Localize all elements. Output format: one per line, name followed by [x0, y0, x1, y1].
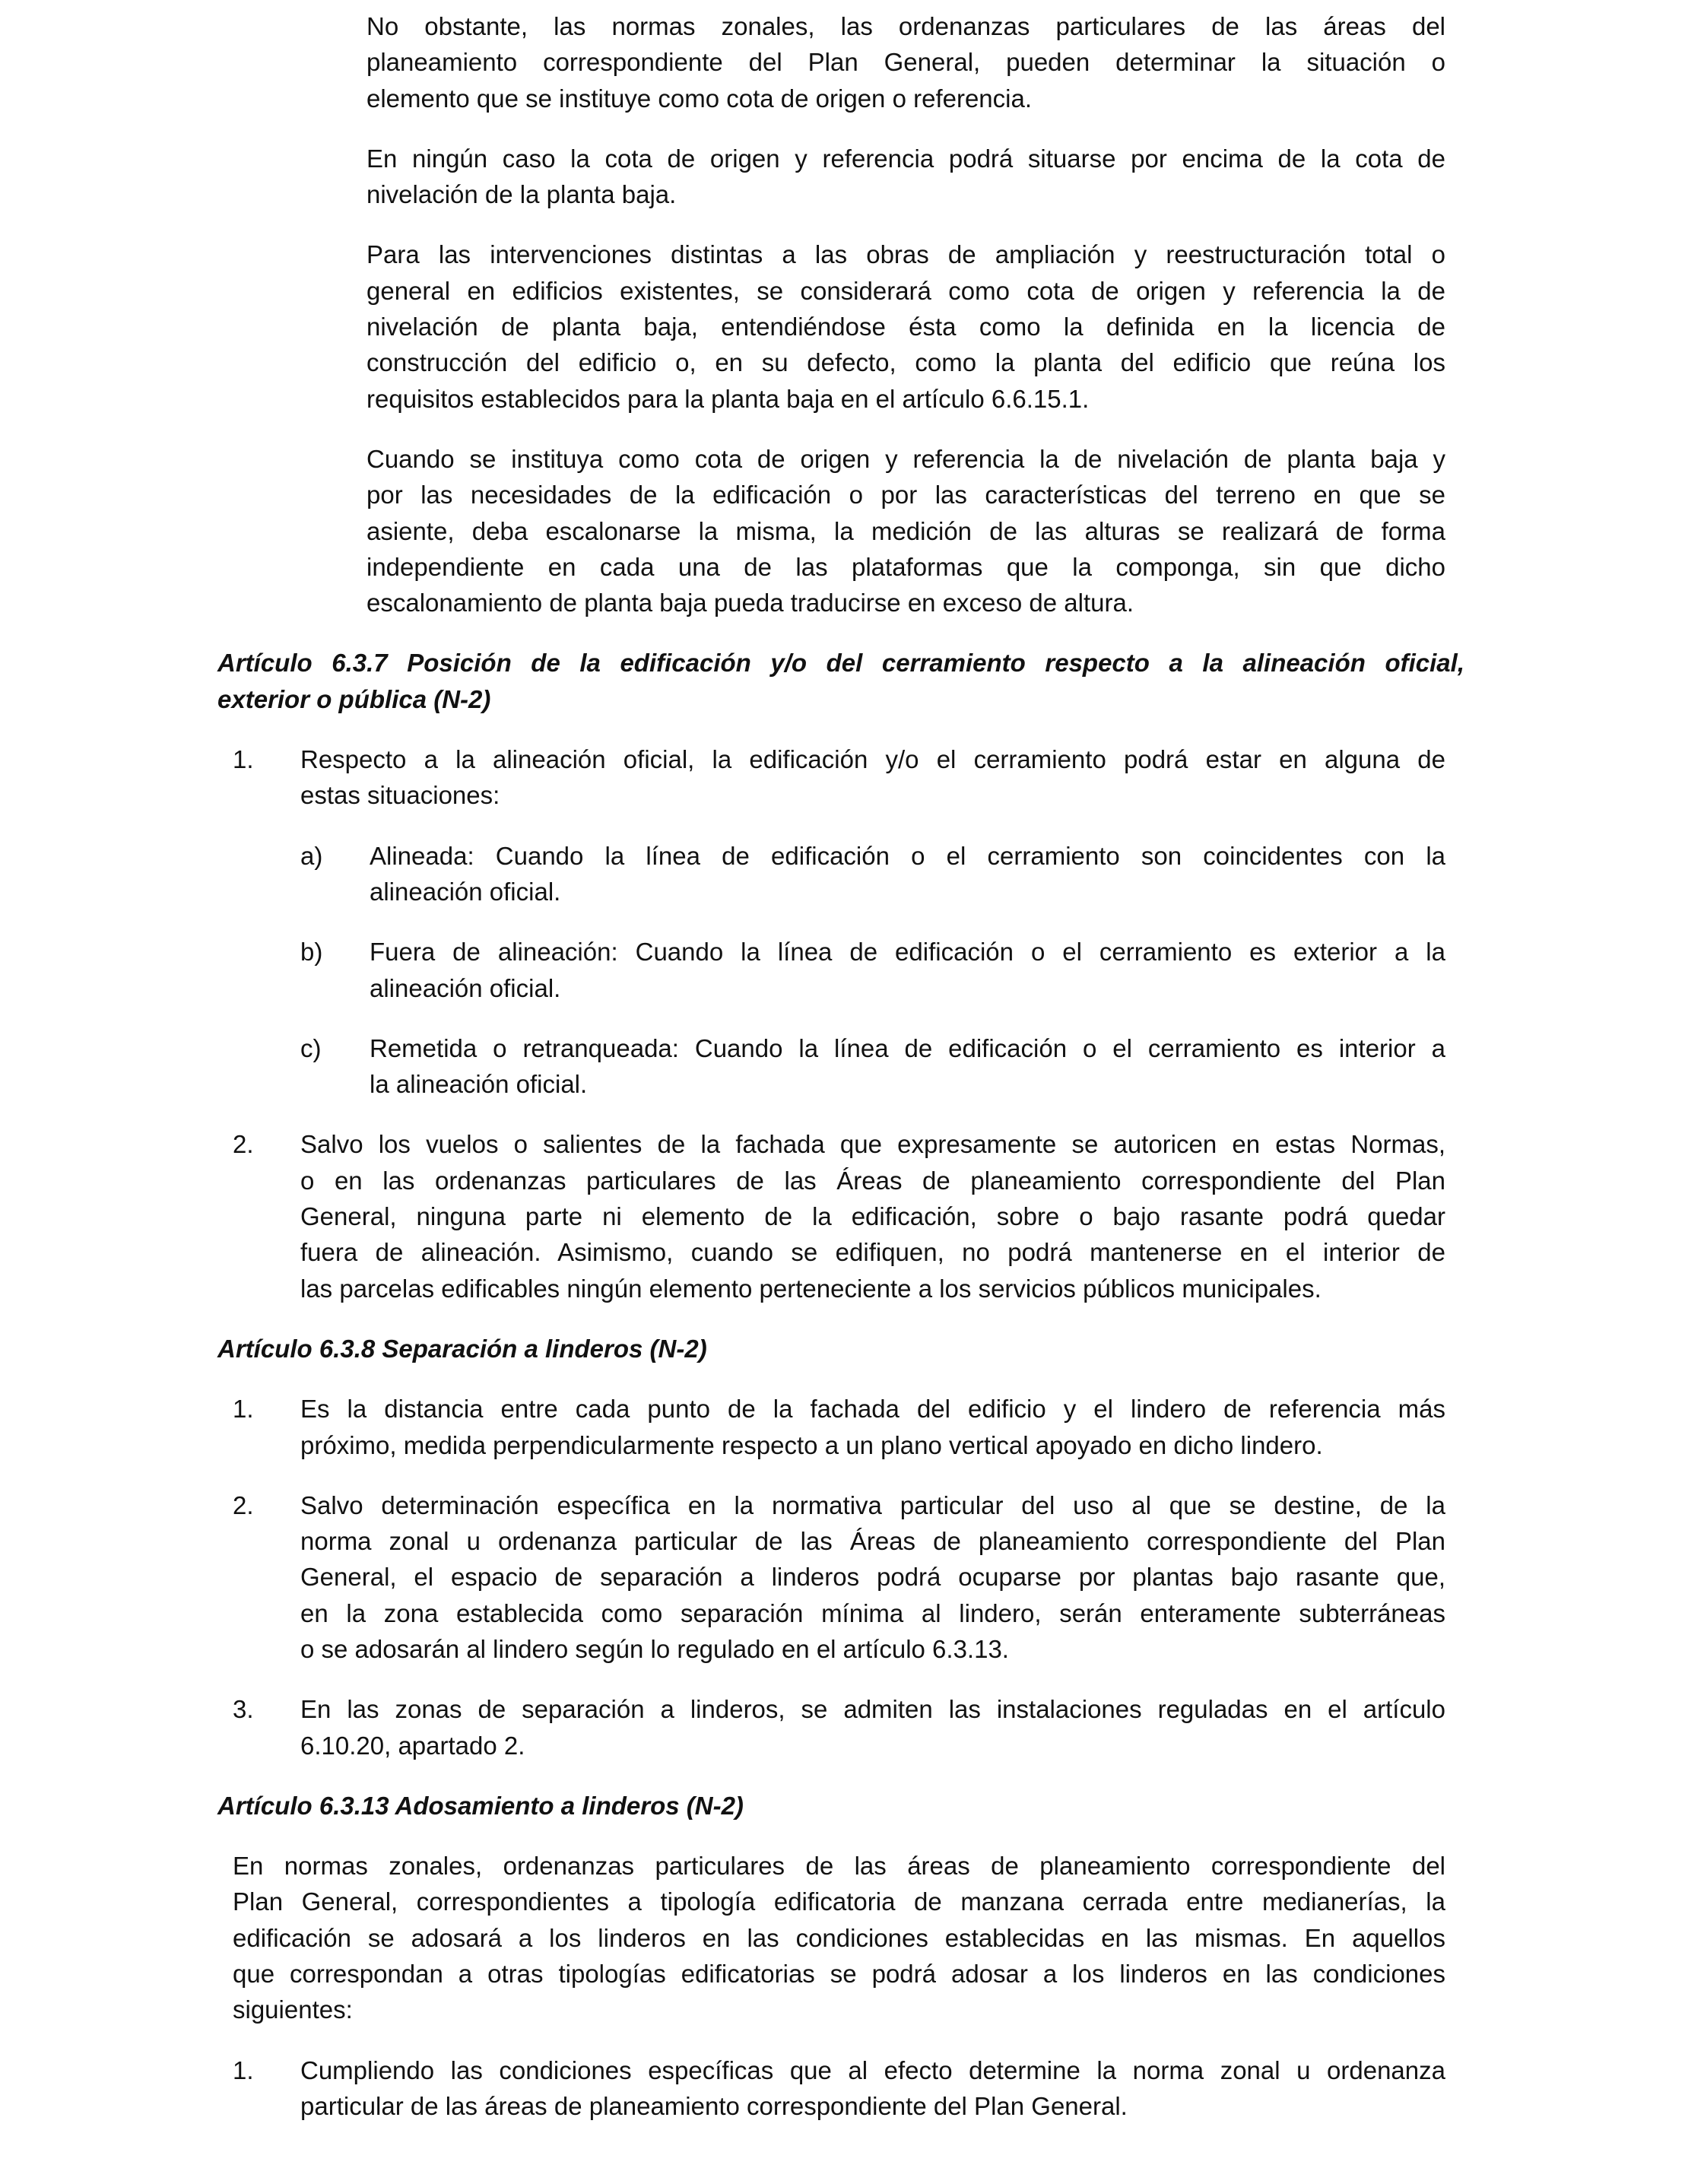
text-line: Es la distancia entre cada punto de la fachada del edificio y el lindero de referencia más — [300, 1395, 1445, 1424]
text-line: que correspondan a otras tipologías edificatorias se podrá adosar a los linderos en las condiciones — [233, 1960, 1445, 1989]
text-line: particular de las áreas de planeamiento correspondiente del Plan General. — [300, 2091, 1128, 2120]
text-line: General, el espacio de separación a linderos podrá ocuparse por plantas bajo rasante que, — [300, 1563, 1445, 1592]
list-marker: 1. — [233, 2055, 254, 2084]
text-line: asiente, deba escalonarse la misma, la medición de las alturas se realizará de forma — [366, 516, 1445, 545]
text-line: alineación oficial. — [370, 973, 561, 1002]
text-line: siguientes: — [233, 1995, 353, 2024]
text-line: planeamiento correspondiente del Plan General, pueden determinar la situación o — [366, 48, 1445, 77]
text-line: En normas zonales, ordenanzas particulares de las áreas de planeamiento correspondiente del — [233, 1852, 1445, 1881]
paragraph — [0, 141, 1688, 213]
text-line: Salvo los vuelos o salientes de la fachada que expresamente se autoricen en estas Normas, — [300, 1130, 1445, 1159]
text-line: General, ninguna parte ni elemento de la edificación, sobre o bajo rasante podrá quedar — [300, 1202, 1445, 1231]
text-line: Cuando se instituya como cota de origen y referencia la de nivelación de planta baja y — [366, 444, 1445, 473]
list-marker: c) — [300, 1033, 322, 1062]
numbered-item — [0, 1126, 1688, 1306]
text-line: 6.10.20, apartado 2. — [300, 1731, 525, 1760]
text-line: En las zonas de separación a linderos, se admiten las instalaciones reguladas en el artículo — [300, 1695, 1445, 1724]
text-line: Cumpliendo las condiciones específicas que al efecto determine la norma zonal u ordenanza — [300, 2055, 1445, 2084]
text-line: por las necesidades de la edificación o por las características del terreno en que se — [366, 481, 1445, 509]
text-line: Plan General, correspondientes a tipología edificatoria de manzana cerrada entre medianerías, la — [233, 1887, 1445, 1916]
text-line: Artículo 6.3.13 Adosamiento a linderos (N-2) — [217, 1791, 744, 1820]
text-line: construcción del edificio o, en su defecto, como la planta del edificio que reúna los — [366, 348, 1445, 377]
text-line: edificación se adosará a los linderos en las condiciones establecidas en las mismas. En aquellos — [233, 1923, 1445, 1952]
text-line: Alineada: Cuando la línea de edificación o el cerramiento son coincidentes con la — [370, 841, 1445, 870]
paragraph — [0, 441, 1688, 621]
numbered-item — [0, 2052, 1688, 2125]
text-line: Salvo determinación específica en la normativa particular del uso al que se destine, de la — [300, 1490, 1445, 1519]
text-line: nivelación de planta baja, entendiéndose ésta como la definida en la licencia de — [366, 313, 1445, 341]
numbered-item — [0, 1691, 1688, 1763]
text-line: en la zona establecida como separación mínima al lindero, serán enteramente subterráneas — [300, 1598, 1445, 1627]
text-line: escalonamiento de planta baja pueda traducirse en exceso de altura. — [366, 589, 1134, 617]
text-line: Fuera de alineación: Cuando la línea de edificación o el cerramiento es exterior a la — [370, 938, 1445, 967]
text-line: independiente en cada una de las plataformas que la componga, sin que dicho — [366, 552, 1445, 581]
text-line: alineación oficial. — [370, 877, 561, 906]
paragraph — [0, 1848, 1688, 2027]
list-marker: 1. — [233, 745, 254, 774]
list-marker: 1. — [233, 1395, 254, 1424]
text-line: Respecto a la alineación oficial, la edificación y/o el cerramiento podrá estar en alguna de — [300, 745, 1445, 774]
list-marker: a) — [300, 841, 323, 870]
text-line: próximo, medida perpendicularmente respecto a un plano vertical apoyado en dicho lindero. — [300, 1430, 1323, 1459]
list-marker: 2. — [233, 1490, 254, 1519]
text-line: exterior o pública (N-2) — [217, 684, 491, 713]
numbered-item — [0, 1391, 1688, 1463]
lettered-item — [0, 1030, 1688, 1103]
text-line: Remetida o retranqueada: Cuando la línea de edificación o el cerramiento es interior a — [370, 1033, 1445, 1062]
article-heading — [0, 1788, 1688, 1824]
text-line: las parcelas edificables ningún elemento perteneciente a los servicios públicos municipales. — [300, 1274, 1322, 1303]
list-marker: b) — [300, 938, 323, 967]
article-heading — [0, 645, 1688, 717]
text-line: general en edificios existentes, se considerará como cota de origen y referencia la de — [366, 276, 1445, 305]
text-line: fuera de alineación. Asimismo, cuando se edifiquen, no podrá mantenerse en el interior de — [300, 1238, 1445, 1267]
text-line: No obstante, las normas zonales, las ordenanzas particulares de las áreas del — [366, 12, 1445, 40]
lettered-item — [0, 838, 1688, 910]
article-heading — [0, 1331, 1688, 1367]
lettered-item — [0, 934, 1688, 1006]
text-line: requisitos establecidos para la planta baja en el artículo 6.6.15.1. — [366, 384, 1090, 413]
paragraph — [0, 8, 1688, 116]
numbered-item — [0, 1487, 1688, 1667]
list-marker: 2. — [233, 1130, 254, 1159]
numbered-item — [0, 741, 1688, 814]
text-line: Artículo 6.3.7 Posición de la edificación y/o del cerramiento respecto a la alineación oficial, — [217, 649, 1464, 678]
text-line: Artículo 6.3.8 Separación a linderos (N-2) — [217, 1334, 707, 1363]
text-line: elemento que se instituye como cota de origen o referencia. — [366, 84, 1033, 113]
text-line: nivelación de la planta baja. — [366, 180, 677, 209]
text-line: o se adosarán al lindero según lo regulado en el artículo 6.3.13. — [300, 1634, 1009, 1663]
text-line: norma zonal u ordenanza particular de las Áreas de planeamiento correspondiente del Plan — [300, 1527, 1445, 1556]
document-page — [0, 8, 1688, 2124]
list-marker: 3. — [233, 1695, 254, 1724]
text-line: En ningún caso la cota de origen y referencia podrá situarse por encima de la cota de — [366, 144, 1445, 173]
paragraph — [0, 236, 1688, 416]
text-line: Para las intervenciones distintas a las obras de ampliación y reestructuración total o — [366, 240, 1445, 269]
text-line: la alineación oficial. — [370, 1070, 588, 1099]
text-line: o en las ordenanzas particulares de las Áreas de planeamiento correspondiente del Plan — [300, 1166, 1445, 1195]
text-line: estas situaciones: — [300, 781, 500, 810]
